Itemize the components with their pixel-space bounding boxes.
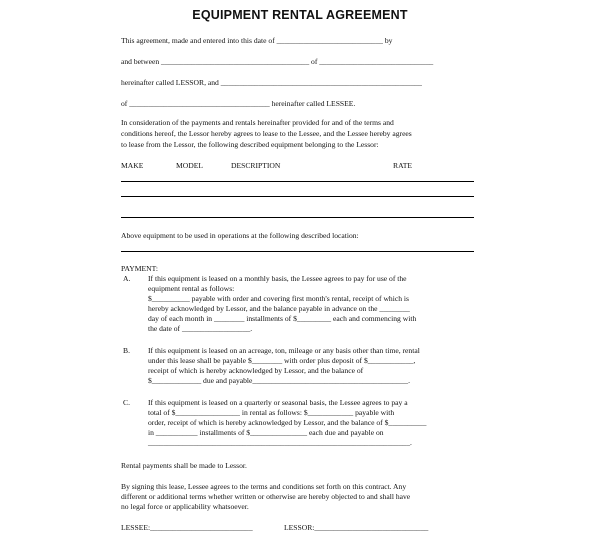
- document-title: EQUIPMENT RENTAL AGREEMENT: [192, 8, 408, 22]
- payment-c-line-2: total of $_________________ in rental as follows: $____________ payable with: [148, 408, 395, 417]
- signing-line-1: By signing this lease, Lessee agrees to the terms and conditions set forth on this contract. Any: [121, 482, 407, 491]
- signing-line-2: different or additional terms whether written or otherwise are hereby objected to and shall have: [121, 492, 411, 501]
- header-model: MODEL: [176, 161, 203, 170]
- payment-b-line-2: under this lease shall be payable $________ with order plus deposit of $____________,: [148, 356, 416, 365]
- signing-line-3: no legal force or applicability whatsoever.: [121, 502, 249, 511]
- payment-c-label: C.: [123, 398, 130, 407]
- payment-a-line-4: hereby acknowledged by Lessor, and the balance payable in advance on the ________: [148, 304, 410, 313]
- equipment-rule-3: [121, 217, 474, 218]
- payment-a-line-1: If this equipment is leased on a monthly basis, the Lessee agrees to pay for use of the: [148, 274, 407, 283]
- lessor-signature-line: LESSOR:______________________________: [284, 523, 429, 532]
- payment-a-label: A.: [123, 274, 131, 283]
- payment-a-line-3: $__________ payable with order and covering first month's rental, receipt of which is: [148, 294, 409, 303]
- consideration-line-2: conditions hereof, the Lessor hereby agrees to lease to the Lessee, and the Lessee hereby agrees: [121, 129, 412, 138]
- location-rule: [121, 251, 474, 252]
- intro-line-4: of _____________________________________ hereinafter called LESSEE.: [121, 99, 356, 108]
- payment-b-label: B.: [123, 346, 130, 355]
- equipment-rule-1: [121, 181, 474, 182]
- payment-a-line-5: day of each month in ________ installments of $_________ each and commencing with: [148, 314, 417, 323]
- header-rate: RATE: [393, 161, 412, 170]
- payment-c-line-4: in ___________ installments of $_______________ each due and payable on: [148, 428, 384, 437]
- header-description: DESCRIPTION: [231, 161, 281, 170]
- payment-c-line-3: order, receipt of which is hereby acknowledged by Lessor, and the balance of $__________: [148, 418, 427, 427]
- payment-c-line-1: If this equipment is leased on a quarterly or seasonal basis, the Lessee agrees to pay a: [148, 398, 408, 407]
- payment-a-line-6: the date of __________________.: [148, 324, 253, 333]
- location-text: Above equipment to be used in operations at the following described location:: [121, 231, 359, 240]
- lessee-signature-line: LESSEE:___________________________: [121, 523, 253, 532]
- payment-a-line-2: equipment rental as follows:: [148, 284, 235, 293]
- intro-line-1: This agreement, made and entered into this date of ____________________________ by: [121, 36, 393, 45]
- rental-payments-text: Rental payments shall be made to Lessor.: [121, 461, 247, 470]
- header-make: MAKE: [121, 161, 144, 170]
- payment-heading: PAYMENT:: [121, 264, 159, 273]
- payment-b-line-3: receipt of which is hereby acknowledged by Lessor, and the balance of: [148, 366, 364, 375]
- payment-b-line-1: If this equipment is leased on an acreage, ton, mileage or any basis other than time, rental: [148, 346, 420, 355]
- intro-line-2: and between _______________________________________ of ______________________________: [121, 57, 434, 66]
- payment-b-line-4: $_____________ due and payable_________________________________________.: [148, 376, 410, 385]
- payment-c-line-5: _____________________________________________________________________.: [148, 438, 412, 447]
- consideration-line-1: In consideration of the payments and rentals hereinafter provided for and of the terms and: [121, 118, 394, 127]
- intro-line-3: hereinafter called LESSOR, and _____________________________________________________: [121, 78, 422, 87]
- consideration-line-3: to lease from the Lessor, the following described equipment belonging to the Lessor:: [121, 140, 379, 149]
- equipment-rule-2: [121, 196, 474, 197]
